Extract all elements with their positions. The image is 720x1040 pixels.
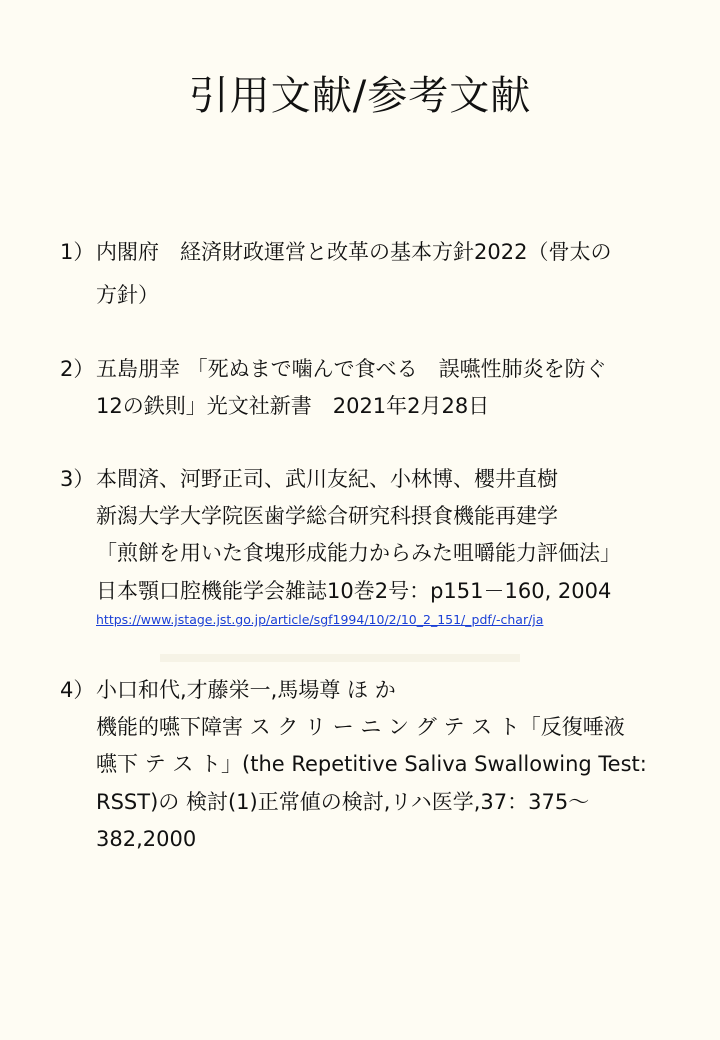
ref-4-line-3: 嚥下 テ ス ト」(the Repetitive Saliva Swallowing Test: xyxy=(96,752,647,776)
ref-3-line-2: 新潟大学大学院医歯学総合研究科摂食機能再建学 xyxy=(96,504,558,528)
ref-4-line-2: 機能的嚥下障害 ス ク リ ー ニ ン グ テ ス ト「反復唾液 xyxy=(96,715,625,739)
ref-1-number: 1） xyxy=(60,240,95,264)
ref-3-line-4: 日本顎口腔機能学会雑誌10巻2号：p151－160, 2004 xyxy=(96,579,612,603)
ref-1-line-2: 方針） xyxy=(96,283,159,307)
ref-1-line-1: 内閣府 経済財政運営と改革の基本方針2022（骨太の xyxy=(96,240,612,264)
page-title: 引用文献/参考文献 xyxy=(188,73,532,119)
ref-3-url-link[interactable]: https://www.jstage.jst.go.jp/article/sgf1994/10/2/10_2_151/_pdf/-char/ja xyxy=(96,612,544,627)
ref-3-line-3: 「煎餅を用いた食塊形成能力からみた咀嚼能力評価法」 xyxy=(96,541,621,565)
ref-4-line-1: 小口和代,才藤栄一,馬場尊 ほ か xyxy=(96,678,396,702)
ref-4-number: 4） xyxy=(60,678,95,702)
ref-2-number: 2） xyxy=(60,357,95,381)
faint-divider xyxy=(160,654,520,662)
ref-2-line-1: 五島朋幸 「死ぬまで噛んで食べる 誤嚥性肺炎を防ぐ xyxy=(96,357,607,381)
ref-3-line-1: 本間済、河野正司、武川友紀、小林博、櫻井直樹 xyxy=(96,467,558,491)
ref-2-line-2: 12の鉄則」光文社新書 2021年2月28日 xyxy=(96,394,490,418)
ref-3-number: 3） xyxy=(60,467,95,491)
ref-4-line-4: RSST)の 検討(1)正常値の検討,リハ医学,37：375〜 xyxy=(96,790,590,814)
ref-4-line-5: 382,2000 xyxy=(96,827,197,851)
